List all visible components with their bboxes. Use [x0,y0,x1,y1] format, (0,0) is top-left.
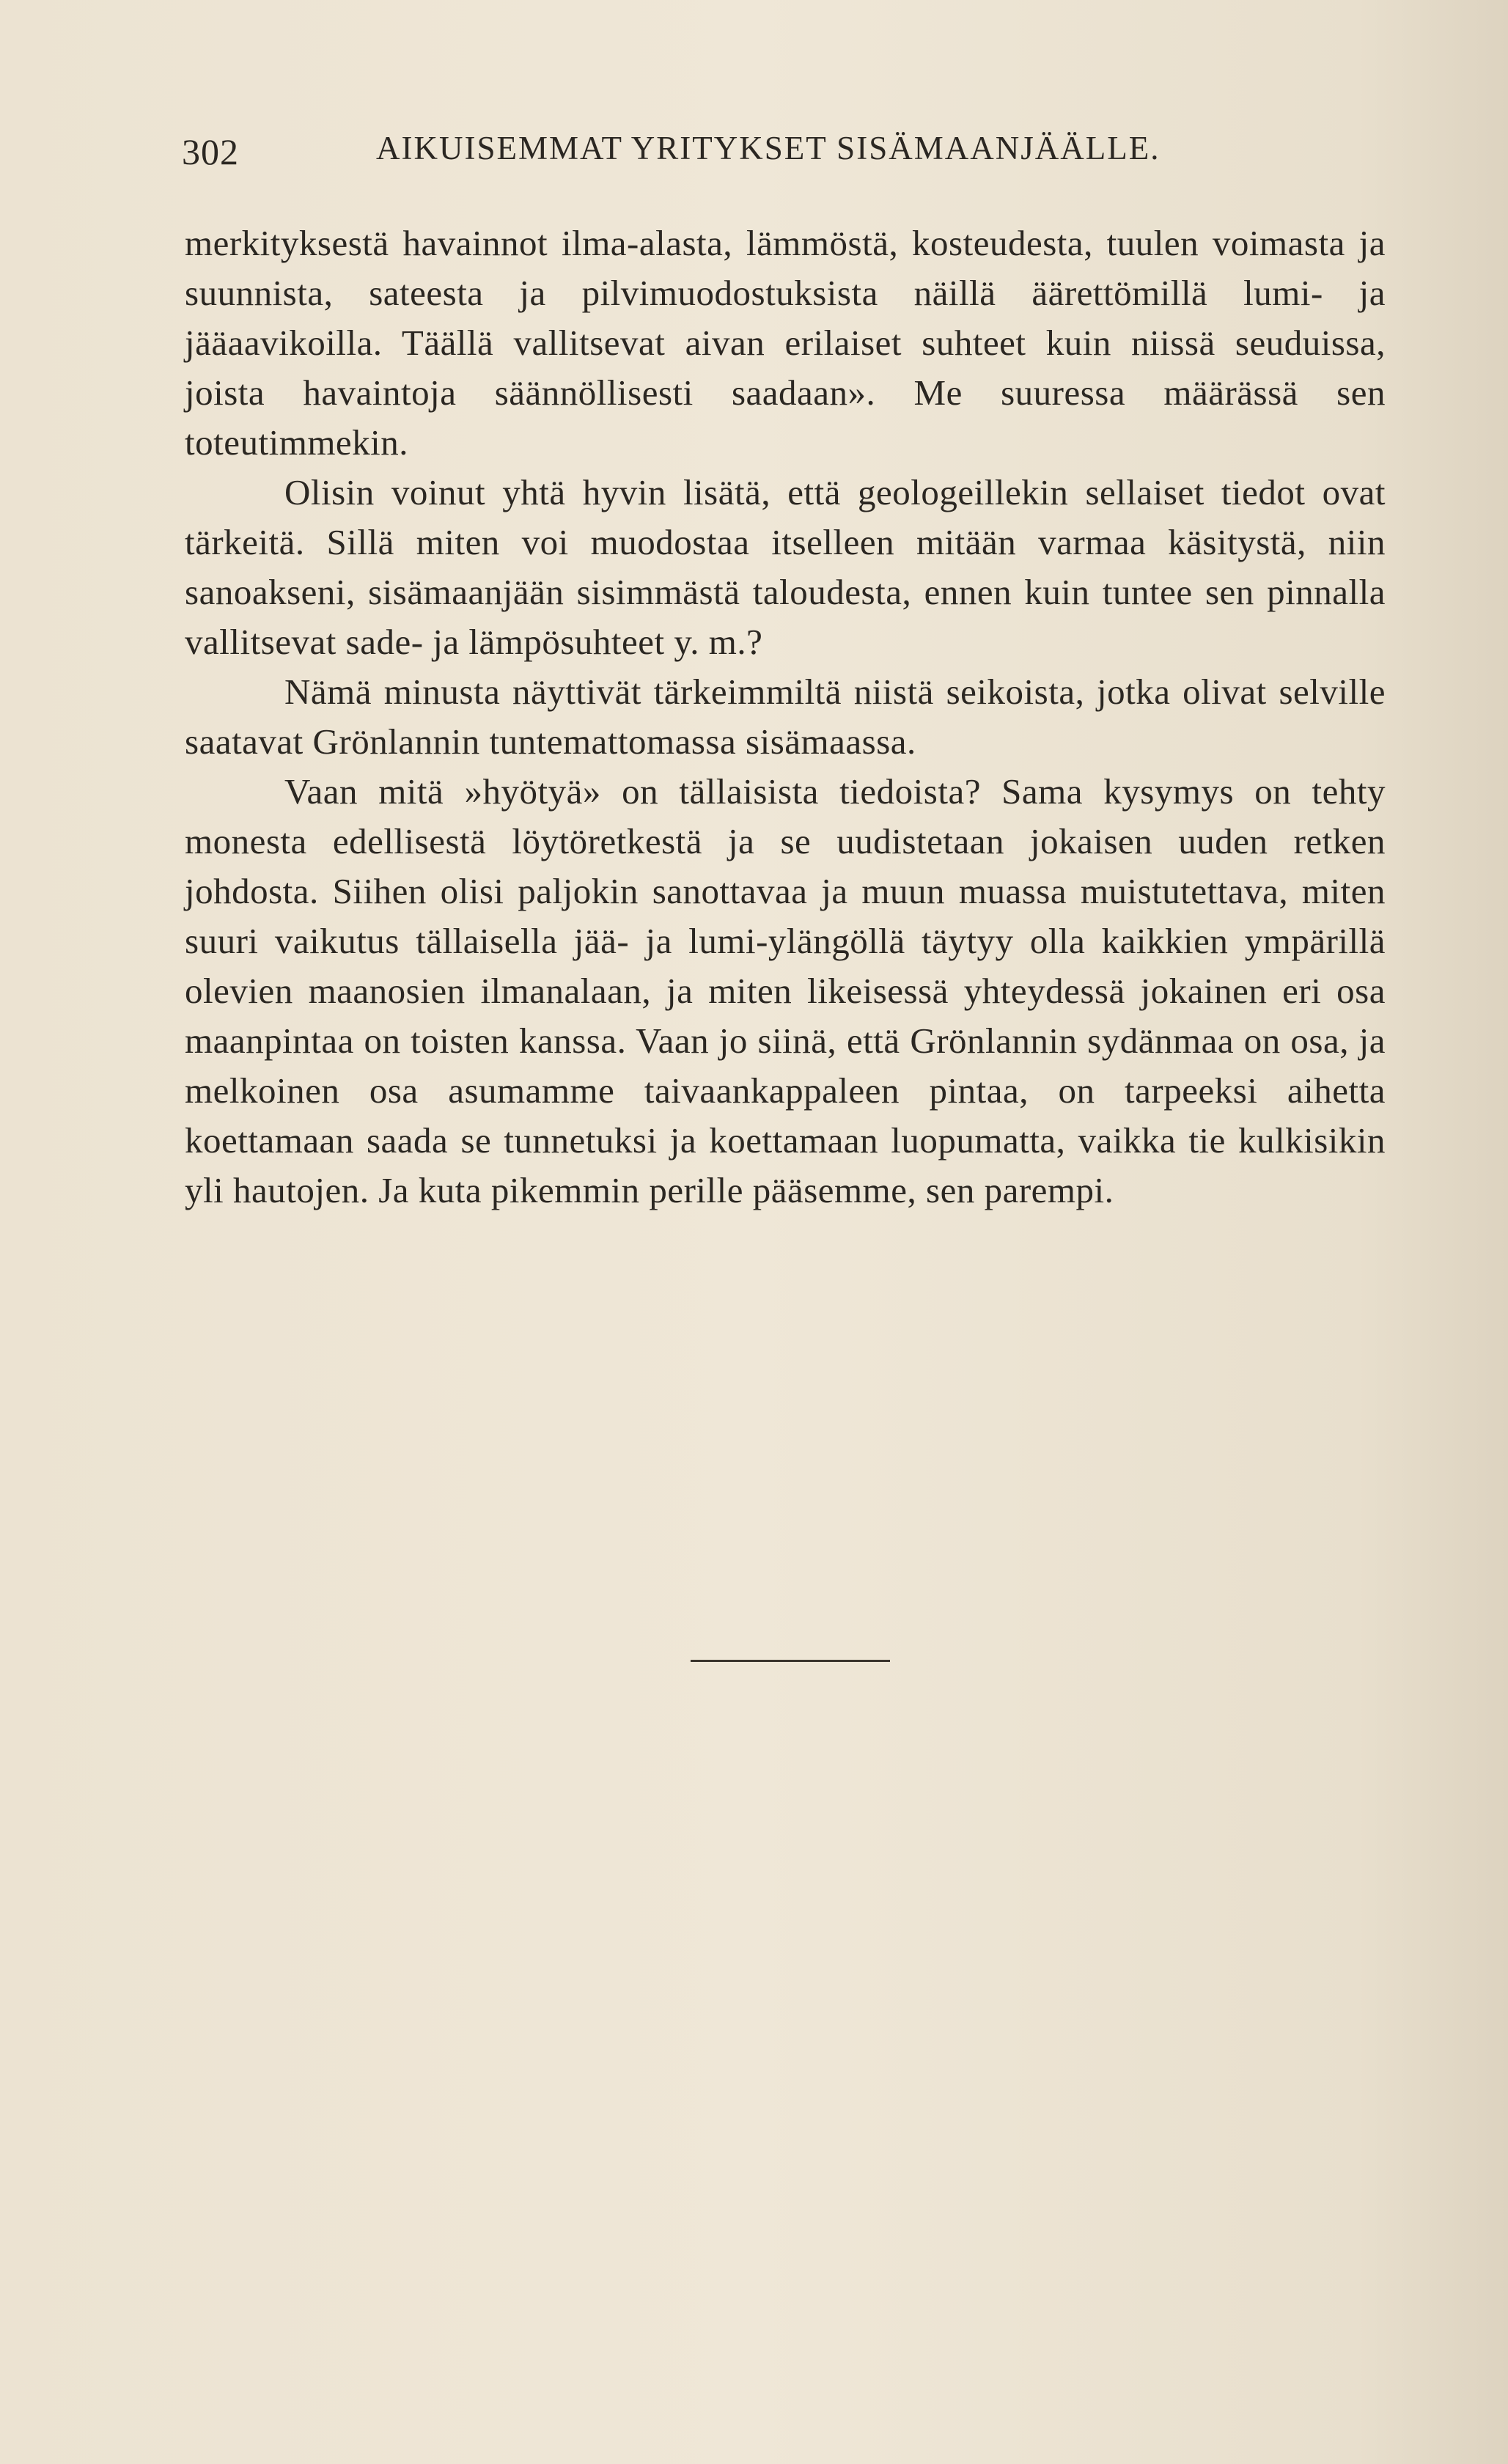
paragraph-usefulness: Vaan mitä »hyötyä» on tällaisista tiedoista? Sama kysymys on tehty monesta edellisestä löytöretkestä ja se uudistetaan jokaisen uuden retken johdosta. Siihen olisi paljokin sanottavaa ja muun muassa muistutettava, miten suuri vaikutus tällaisella jää- ja lumi-ylängöllä täytyy olla kaikkien ympärillä olevien maanosien ilmanalaan, ja miten likeisessä yhteydessä jokainen eri osa maanpintaa on toisten kanssa. Vaan jo siinä, että Grönlannin sydänmaa on osa, ja melkoinen osa asumamme taivaankappaleen pintaa, on tarpeeksi aihetta koettamaan saada se tunnetuksi ja koettamaan luopumatta, vaikka tie kulkisikin yli hautojen. Ja kuta pikemmin perille pääsemme, sen parempi. [185,771,1386,1210]
running-head [182,125,1399,176]
paragraph-continued: merkityksestä havainnot ilma-alasta, lämmöstä, kosteudesta, tuulen voimasta ja suunnista, sateesta ja pilvimuodostuksista näillä äärettömillä lumi- ja jääaavikoilla. Täällä vallitsevat aivan erilaiset suhteet kuin niissä seuduissa, joista havaintoja säännöllisesti saadaan». Me suuressa määrässä sen toteutimmekin. [185,223,1386,463]
running-title: AIKUISEMMAT YRITYKSET SISÄMAANJÄÄLLE. [376,130,1161,166]
page-number: 302 [182,131,239,172]
paragraph-geologists: Olisin voinut yhtä hyvin lisätä, että geologeillekin sellaiset tiedot ovat tärkeitä. Sillä miten voi muodostaa itselleen mitään varmaa käsitystä, niin sanoakseni, sisämaanjään sisimmästä taloudesta, ennen kuin tuntee sen pinnalla vallitsevat sade- ja lämpösuhteet y. m.? [185,472,1386,662]
chapter-end-rule [691,1660,890,1662]
body-text [185,218,1386,1216]
paragraph-important-matters: Nämä minusta näyttivät tärkeimmiltä niistä seikoista, jotka olivat selville saatavat Grönlannin tuntemattomassa sisämaassa. [185,672,1386,762]
